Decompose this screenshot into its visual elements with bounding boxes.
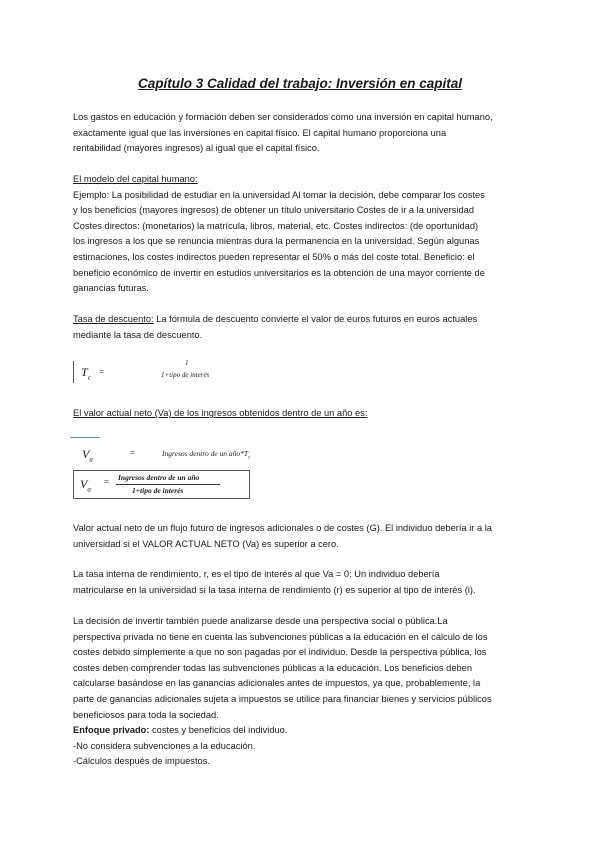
formula-symbol: $T_c$	[81, 365, 91, 382]
formula-row-1	[78, 446, 251, 464]
text-line: rentabilidad (mayores ingresos) al igual que el capital físico.	[73, 143, 320, 154]
page-title: Capítulo 3 Calidad del trabajo: Inversión en capital	[137, 76, 463, 91]
formula-numerator: 1	[185, 359, 189, 367]
text-line: universidad si el VALOR ACTUAL NETO (Va) es superior a cero.	[73, 538, 339, 549]
fraction-line	[116, 484, 220, 485]
formula-border	[73, 361, 74, 383]
text-line	[73, 312, 543, 328]
text-line: Los gastos en educación y formación deben ser considerados como una inversión en capital humano,	[73, 112, 493, 122]
van-paragraph	[73, 521, 543, 552]
private-label: Enfoque privado:	[73, 725, 150, 736]
formula-symbol: $V_a$	[80, 477, 91, 494]
text-line: Costes directos: (monetarios) la matrícula, libros, material, etc. Costes indirectos: (de oportunidad)	[73, 220, 479, 231]
formula-denominator: 1+tipo de interés	[132, 486, 184, 495]
list-item: -No considera subvenciones a la educación.	[73, 740, 256, 751]
text-line: parte de ganancias adicionales sujeta a impuestos se utilice para financiar bienes y servicios públicos	[73, 693, 492, 704]
discount-text: La fórmula de descuento convierte el valor de euros futuros en euros actuales	[153, 314, 478, 324]
text-line: matricularse en la universidad si la tasa interna de rendimiento (r) es superior al tipo de interés (i).	[73, 584, 476, 595]
va-formula	[70, 437, 251, 499]
text-line: beneficio económico de invertir en estudios universitarios es la obtención de una mayor corriente de	[73, 267, 485, 278]
formula-symbol: $V_a$	[82, 447, 93, 464]
private-text: costes y beneficios del individuo.	[149, 725, 288, 736]
formula-equals: =	[130, 448, 136, 458]
section-heading: El modelo del capital humano:	[73, 174, 198, 184]
discount-label: Tasa de descuento:	[73, 314, 154, 324]
text-line: calcularse basándose en las ganancias adicionales antes de impuestos, ya que, probablemente, la	[73, 678, 481, 689]
formula-denominator: 1+tipo de interés	[161, 371, 210, 379]
text-line: ganancias futuras.	[73, 283, 149, 294]
formula-equals: =	[104, 477, 110, 487]
discount-paragraph	[73, 312, 543, 343]
formula-numerator: Ingresos dentro de un año	[118, 473, 200, 482]
tir-paragraph	[73, 567, 543, 598]
text-line: estimaciones, los costes indirectos pueden representar el 50% o más del coste total. Beneficio: el	[73, 251, 475, 262]
formula-divider	[70, 437, 100, 438]
text-line: costes deben comprender todas las subvenciones públicas a la educación. Los beneficios deben	[73, 662, 472, 673]
formula-expression: Ingresos dentro de un $año*T_c$	[162, 449, 251, 461]
text-line: costes debido simplemente a que no son pagadas por el individuo. Desde la perspectiva pública, los	[73, 647, 487, 658]
text-line: y los beneficios (mayores ingresos) de obtener un título universitario Costes de ir a la universidad	[73, 205, 475, 216]
text-line: Ejemplo: La posibilidad de estudiar en la universidad Al tomar la decisión, debe comparar los costes	[73, 189, 485, 200]
model-section	[73, 172, 543, 297]
text-line: La tasa interna de rendimiento, r, es el tipo de interés al que Va = 0: Un individuo debería	[73, 569, 440, 579]
discount-formula	[73, 359, 213, 385]
text-line: los ingresos a los que se renuncia mientras dura la permanencia en la universidad. Según algunas	[73, 236, 480, 247]
text-line: Valor actual neto de un flujo futuro de ingresos adicionales o de costes (G). El individuo debería ir a la	[73, 523, 492, 533]
formula-box	[73, 470, 250, 499]
text-line: perspectiva privada no tiene en cuenta las subvenciones públicas a la educación en el cálculo de los	[73, 631, 488, 642]
formula-equals: =	[99, 367, 105, 377]
text-line: mediante la tasa de descuento.	[73, 329, 203, 340]
intro-paragraph	[73, 110, 543, 157]
va-heading-block	[73, 406, 543, 422]
text-line: beneficiosos para toda la sociedad.	[73, 709, 219, 720]
decision-paragraph	[73, 614, 543, 770]
list-item: -Cálculos después de impuestos.	[73, 756, 210, 767]
text-line: exactamente igual que las inversiones en capital físico. El capital humano proporciona una	[73, 127, 447, 138]
section-heading: El valor actual neto (Va) de los ingresos obtenidos dentro de un año es:	[73, 408, 368, 418]
text-line: La decisión de invertir también puede analizarse desde una perspectiva social o pública.La	[73, 616, 448, 626]
text-line	[73, 723, 543, 739]
